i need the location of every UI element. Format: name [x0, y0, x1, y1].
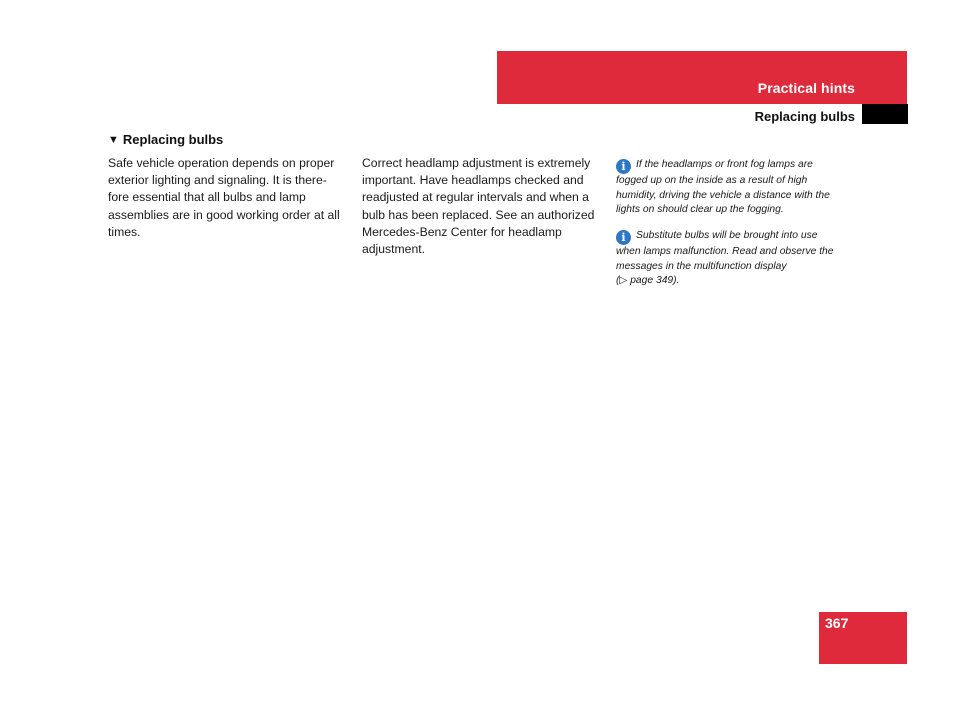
- info-note-substitute-bulbs: [616, 229, 856, 289]
- paragraph-line: assemblies are in good working order at all: [108, 207, 340, 222]
- header-band: [497, 51, 907, 104]
- note-line: humidity, driving the vehicle a distance with the: [616, 189, 830, 201]
- info-icon: i: [616, 159, 631, 174]
- section-tab: [862, 104, 908, 124]
- paragraph-line: important. Have headlamps checked and: [362, 173, 584, 188]
- paragraph-line: adjustment.: [362, 242, 426, 257]
- paragraph-middle: [362, 155, 602, 258]
- section-title: Replacing bulbs: [754, 109, 855, 124]
- heading-text: Replacing bulbs: [122, 132, 224, 147]
- paragraph-line: times.: [108, 224, 141, 239]
- paragraph-line: fore essential that all bulbs and lamp: [108, 190, 306, 205]
- note-line: fogged up on the inside as a result of high: [616, 175, 808, 186]
- note-line: lights on should clear up the fogging.: [616, 204, 784, 216]
- chapter-title: Practical hints: [757, 80, 855, 96]
- note-line: [616, 229, 856, 245]
- page-number: 367: [825, 615, 849, 631]
- info-note-fogging: [616, 158, 856, 218]
- paragraph-line: exterior lighting and signaling. It is there-: [108, 173, 327, 188]
- paragraph-line: bulb has been replaced. See an authorized: [362, 207, 595, 222]
- note-text: Substitute bulbs will be brought into use: [636, 230, 818, 241]
- note-line: when lamps malfunction. Read and observe the: [616, 246, 834, 257]
- paragraph-left: [108, 155, 348, 241]
- paragraph-line: Mercedes-Benz Center for headlamp: [362, 224, 562, 239]
- paragraph-line: Safe vehicle operation depends on proper: [108, 156, 335, 170]
- page-reference-link[interactable]: (▷ page 349).: [616, 275, 680, 287]
- paragraph-line: Correct headlamp adjustment is extremely: [362, 156, 591, 170]
- note-line: messages in the multifunction display: [616, 260, 787, 272]
- note-text: If the headlamps or front fog lamps are: [636, 159, 813, 170]
- triangle-marker-icon: ▼: [108, 134, 119, 146]
- section-heading: [108, 132, 223, 147]
- note-line: [616, 158, 856, 174]
- info-icon: i: [616, 230, 631, 245]
- paragraph-line: readjusted at regular intervals and when a: [362, 190, 589, 205]
